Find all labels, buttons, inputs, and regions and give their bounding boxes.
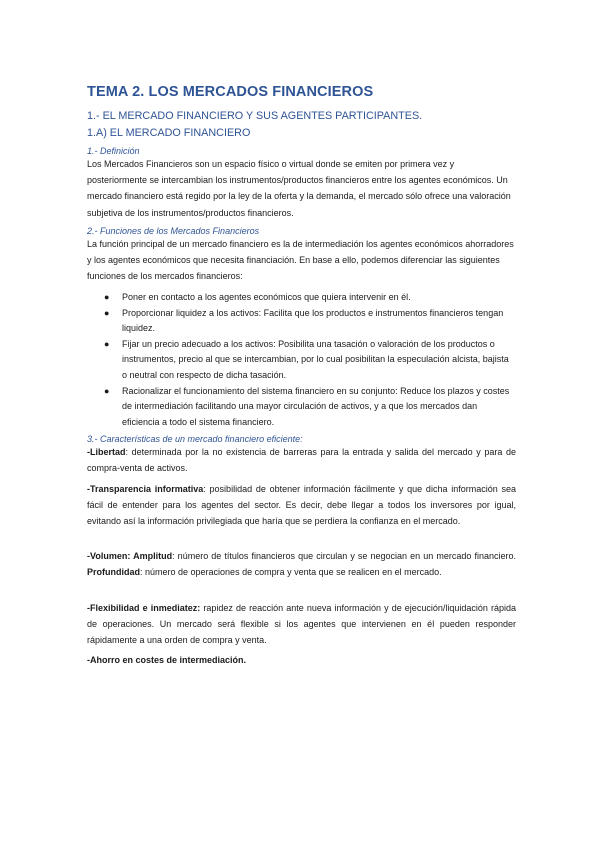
ahorro-label: -Ahorro en costes de intermediación. [87,655,247,665]
flexibilidad-paragraph: -Flexibilidad e inmediatez: rapidez de reacción ante nueva información y de ejecución/liquidación rápida de operaciones. Un mercado será flexible si los agentes que intervienen en él pueden responder rápidamente a una orden de compra y venta. [87,603,516,646]
list-item: ● Proporcionar liquidez a los activos: Facilita que los productos e instrumentos financieros tengan liquidez. [104,307,504,334]
section-heading-1a: 1.A) EL MERCADO FINANCIERO [87,127,251,139]
ahorro-paragraph [87,652,516,668]
bullet-icon: ● [104,385,110,396]
transparencia-paragraph: -Transparencia informativa: posibilidad de obtener información fácilmente y que dicha información sea fácil de entender para los agentes del sector. Es decir, debe llegar a todos los inversores por igual, evitando así la información privilegiada que haría que se perdiera la confianza en el mercado. [87,484,516,527]
profundidad-label: Profundidad [87,567,140,578]
volumen-label: -Volumen: Amplitud [87,551,173,561]
flexibilidad-label: -Flexibilidad e inmediatez: [87,603,201,613]
libertad-paragraph: -Libertad: determinada por la no existencia de barreras para la entrada y salida del mercado y para de compra-venta de activos. [87,447,516,474]
definition-paragraph: Los Mercados Financieros son un espacio físico o virtual donde se emiten por primera vez y posteriormente se intercambian los instrumentos/productos financieros entre los agentes económicos. Un mercado financiero está regido por la ley de la oferta y la demanda, el mercado sólo ofrece una valoración subjetiva de los instrumentos/productos financieros. [87,159,511,218]
definition-heading: 1.- Definición [87,146,140,156]
list-item: ● Poner en contacto a los agentes económicos que quiera intervenir en él. [87,290,516,306]
characteristics-heading: 3.- Características de un mercado financiero eficiente: [87,434,303,444]
bullet-icon: ● [104,292,110,302]
list-item: ● Fijar un precio adecuado a los activos: Posibilita una tasación o valoración de los productos o instrumentos, precio al que se intercambian, por lo cual posibilitan la especulación alcista, bajista o neutral con respecto de dicha tasación. [104,338,509,380]
libertad-label: -Libertad [87,447,126,457]
bullet-icon: ● [104,338,110,349]
functions-heading: 2.- Funciones de los Mercados Financieros [87,226,260,236]
volumen-paragraph: -Volumen: Amplitud: número de títulos financieros que circulan y se negocian en un mercado financiero. Profundidad: número de operaciones de compra y venta que se realicen en el mercado. [87,551,516,578]
functions-paragraph: La función principal de un mercado financiero es la de intermediación los agentes económicos ahorradores y los agentes económicos que necesita financiación. En base a ello, podemos diferenciar las siguientes funciones de los mercados financieros: [87,239,514,282]
functions-list [87,290,516,430]
bullet-icon: ● [104,307,110,318]
list-item: ● Racionalizar el funcionamiento del sistema financiero en su conjunto: Reduce los plazos y costes de intermediación facilitando una mayor circulación de activos, y a que los mercados dan eficiencia a todo el sistema financiero. [104,385,510,427]
section-heading-1: 1.- EL MERCADO FINANCIERO Y SUS AGENTES PARTICIPANTES. [87,110,423,122]
document-title: TEMA 2. LOS MERCADOS FINANCIEROS [87,84,374,100]
transparencia-label: -Transparencia informativa [87,484,204,494]
